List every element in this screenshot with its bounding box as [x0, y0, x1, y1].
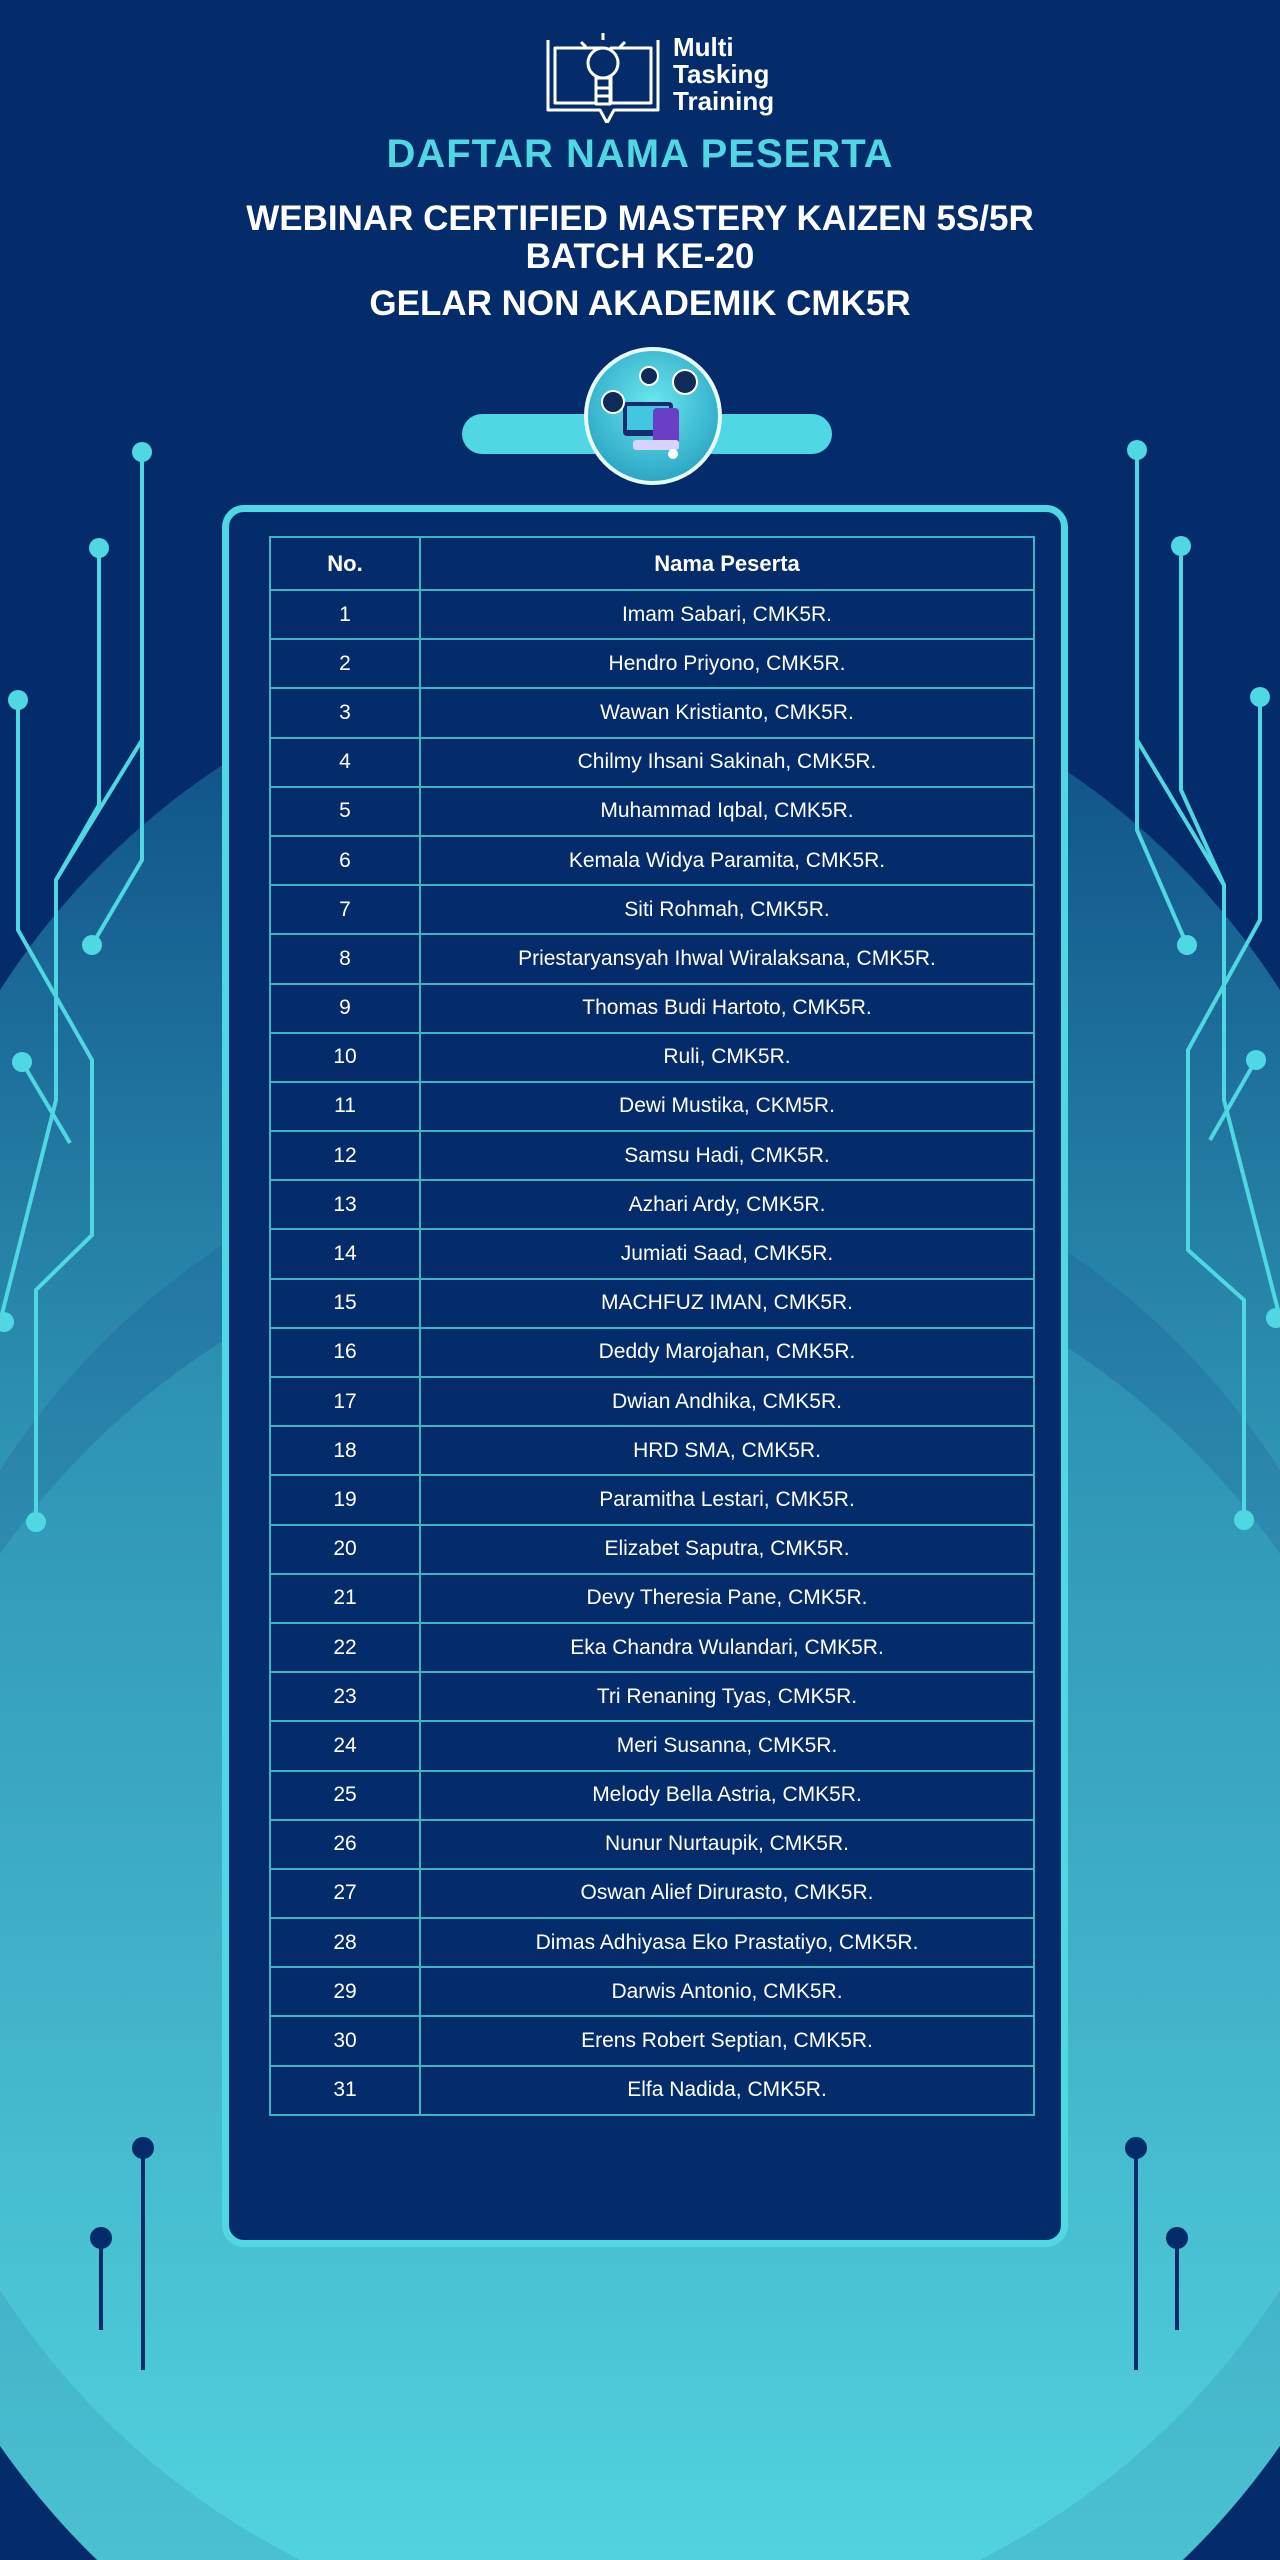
- column-header-number: No.: [270, 537, 420, 590]
- table-row: [270, 1574, 1034, 1623]
- participant-number: 27: [270, 1869, 420, 1918]
- participant-name: Chilmy Ihsani Sakinah, CMK5R.: [420, 738, 1034, 787]
- participant-name: Meri Susanna, CMK5R.: [420, 1721, 1034, 1770]
- table-row: [270, 1967, 1034, 2016]
- table-row: [270, 1426, 1034, 1475]
- participant-number: 15: [270, 1279, 420, 1328]
- participant-number: 14: [270, 1229, 420, 1278]
- participant-number: 11: [270, 1082, 420, 1131]
- participant-name: Samsu Hadi, CMK5R.: [420, 1131, 1034, 1180]
- webinar-title-line2: BATCH KE-20: [525, 237, 755, 276]
- table-row: [270, 2016, 1034, 2065]
- participant-number: 1: [270, 590, 420, 639]
- participant-name: Darwis Antonio, CMK5R.: [420, 1967, 1034, 2016]
- table-row: [270, 688, 1034, 737]
- participant-number: 31: [270, 2066, 420, 2115]
- participant-number: 8: [270, 934, 420, 983]
- participant-name: Elfa Nadida, CMK5R.: [420, 2066, 1034, 2115]
- participant-name: Tri Renaning Tyas, CMK5R.: [420, 1672, 1034, 1721]
- table-row: [270, 1279, 1034, 1328]
- participant-number: 18: [270, 1426, 420, 1475]
- participant-name: Siti Rohmah, CMK5R.: [420, 885, 1034, 934]
- participant-name: Elizabet Saputra, CMK5R.: [420, 1525, 1034, 1574]
- participant-number: 22: [270, 1623, 420, 1672]
- participant-table-body: [270, 590, 1034, 2115]
- participant-number: 16: [270, 1328, 420, 1377]
- participant-number: 24: [270, 1721, 420, 1770]
- participant-number: 30: [270, 2016, 420, 2065]
- table-row: [270, 1525, 1034, 1574]
- participant-name: Priestaryansyah Ihwal Wiralaksana, CMK5R.: [420, 934, 1034, 983]
- table-row: [270, 1377, 1034, 1426]
- participant-name: Paramitha Lestari, CMK5R.: [420, 1475, 1034, 1524]
- table-row: [270, 639, 1034, 688]
- participant-name: Dimas Adhiyasa Eko Prastatiyo, CMK5R.: [420, 1918, 1034, 1967]
- table-row: [270, 1328, 1034, 1377]
- column-header-name: Nama Peserta: [420, 537, 1034, 590]
- participant-name: Melody Bella Astria, CMK5R.: [420, 1771, 1034, 1820]
- computer-illustration-icon: [583, 346, 723, 486]
- participant-number: 6: [270, 836, 420, 885]
- participant-name: Erens Robert Septian, CMK5R.: [420, 2016, 1034, 2065]
- table-row: [270, 836, 1034, 885]
- participant-name: Deddy Marojahan, CMK5R.: [420, 1328, 1034, 1377]
- participant-number: 9: [270, 984, 420, 1033]
- participant-table: [269, 536, 1035, 2116]
- table-row: [270, 984, 1034, 1033]
- participant-number: 29: [270, 1967, 420, 2016]
- page-title: DAFTAR NAMA PESERTA: [386, 132, 894, 176]
- table-row: [270, 1672, 1034, 1721]
- participant-number: 12: [270, 1131, 420, 1180]
- brand-name: Multi Tasking Training: [673, 32, 775, 116]
- table-row: [270, 1771, 1034, 1820]
- participant-number: 4: [270, 738, 420, 787]
- table-row: [270, 738, 1034, 787]
- participant-name: Hendro Priyono, CMK5R.: [420, 639, 1034, 688]
- participant-number: 17: [270, 1377, 420, 1426]
- participant-number: 2: [270, 639, 420, 688]
- participant-name: Muhammad Iqbal, CMK5R.: [420, 787, 1034, 836]
- table-row: [270, 1820, 1034, 1869]
- participant-name: Eka Chandra Wulandari, CMK5R.: [420, 1623, 1034, 1672]
- table-row: [270, 1475, 1034, 1524]
- webinar-title-line1: WEBINAR CERTIFIED MASTERY KAIZEN 5S/5R: [246, 199, 1034, 238]
- webinar-title: [0, 200, 1280, 276]
- participant-name: Devy Theresia Pane, CMK5R.: [420, 1574, 1034, 1623]
- participant-number: 20: [270, 1525, 420, 1574]
- participant-number: 19: [270, 1475, 420, 1524]
- degree-title: GELAR NON AKADEMIK CMK5R: [369, 284, 911, 323]
- table-row: [270, 1131, 1034, 1180]
- table-row: [270, 1918, 1034, 1967]
- participant-name: Thomas Budi Hartoto, CMK5R.: [420, 984, 1034, 1033]
- participant-name: Jumiati Saad, CMK5R.: [420, 1229, 1034, 1278]
- table-row: [270, 1180, 1034, 1229]
- participant-name: MACHFUZ IMAN, CMK5R.: [420, 1279, 1034, 1328]
- table-row: [270, 2066, 1034, 2115]
- participant-number: 26: [270, 1820, 420, 1869]
- participant-name: Azhari Ardy, CMK5R.: [420, 1180, 1034, 1229]
- table-row: [270, 1869, 1034, 1918]
- participant-name: Nunur Nurtaupik, CMK5R.: [420, 1820, 1034, 1869]
- participant-name: Ruli, CMK5R.: [420, 1033, 1034, 1082]
- table-row: [270, 1033, 1034, 1082]
- table-row: [270, 934, 1034, 983]
- participant-number: 7: [270, 885, 420, 934]
- participant-name: HRD SMA, CMK5R.: [420, 1426, 1034, 1475]
- participant-name: Dewi Mustika, CKM5R.: [420, 1082, 1034, 1131]
- participant-number: 23: [270, 1672, 420, 1721]
- table-row: [270, 1721, 1034, 1770]
- participant-number: 25: [270, 1771, 420, 1820]
- participant-name: Wawan Kristianto, CMK5R.: [420, 688, 1034, 737]
- table-row: [270, 590, 1034, 639]
- table-header-row: [270, 537, 1034, 590]
- participant-number: 21: [270, 1574, 420, 1623]
- participant-number: 10: [270, 1033, 420, 1082]
- participant-number: 13: [270, 1180, 420, 1229]
- participant-name: Kemala Widya Paramita, CMK5R.: [420, 836, 1034, 885]
- table-row: [270, 1082, 1034, 1131]
- participant-number: 28: [270, 1918, 420, 1967]
- participant-name: Oswan Alief Dirurasto, CMK5R.: [420, 1869, 1034, 1918]
- participant-number: 5: [270, 787, 420, 836]
- participant-name: Dwian Andhika, CMK5R.: [420, 1377, 1034, 1426]
- table-row: [270, 885, 1034, 934]
- participant-name: Imam Sabari, CMK5R.: [420, 590, 1034, 639]
- table-row: [270, 787, 1034, 836]
- table-row: [270, 1229, 1034, 1278]
- table-row: [270, 1623, 1034, 1672]
- participant-number: 3: [270, 688, 420, 737]
